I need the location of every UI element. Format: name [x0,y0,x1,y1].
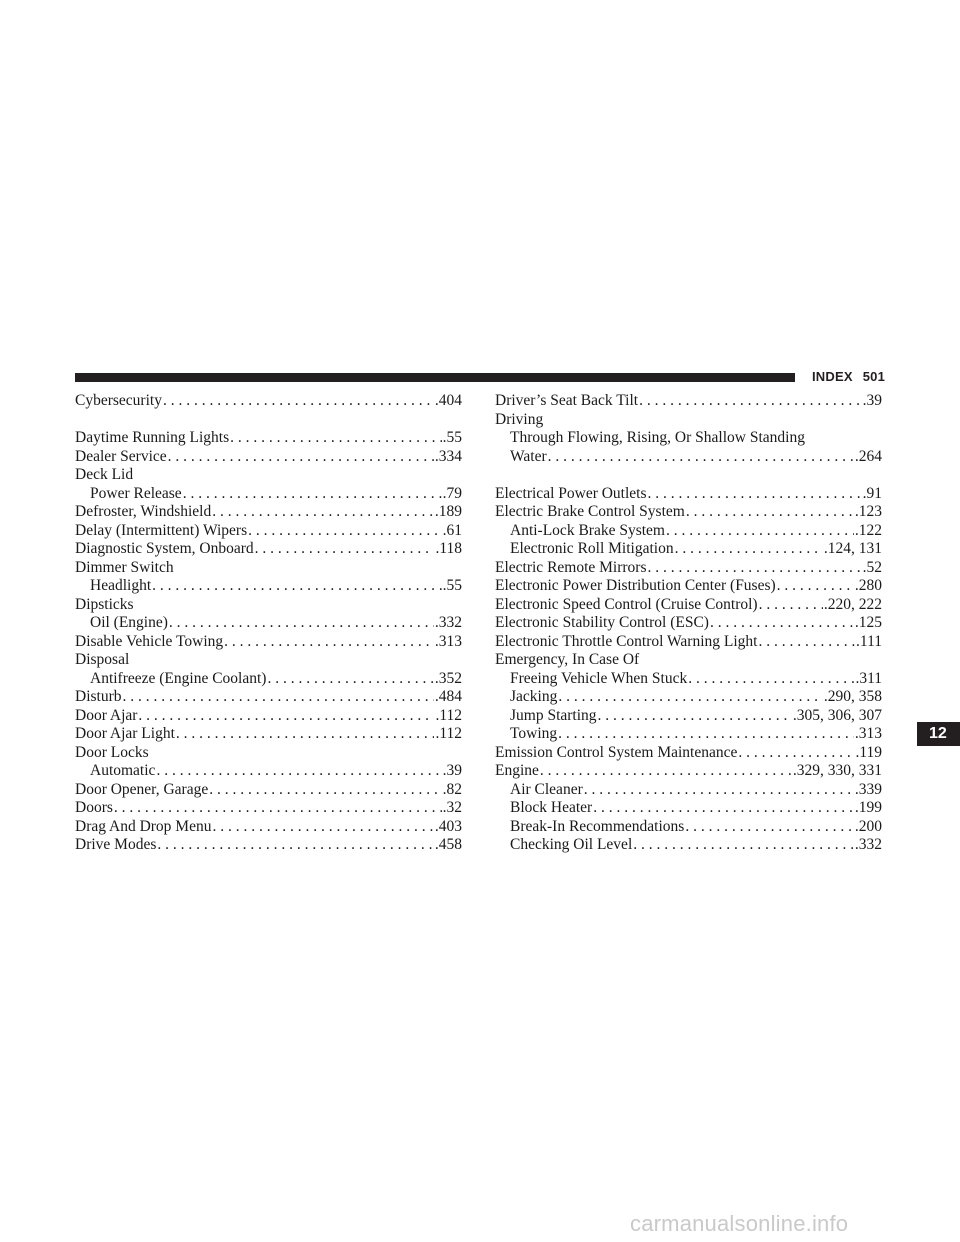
index-subentry[interactable] [495,670,882,689]
entry-term: Automatic [90,762,156,779]
entry-pages[interactable]: .484 [434,688,462,705]
entry-term: Door Ajar [75,706,138,724]
entry-term: Electrical Power Outlets [495,484,647,502]
index-entry[interactable] [75,781,462,800]
dot-leader [558,688,823,707]
index-subentry[interactable] [495,707,882,726]
entry-pages[interactable]: .118 [435,540,462,557]
entry-term: Dealer Service [75,447,167,465]
entry-term: Engine [495,762,539,779]
entry-pages[interactable]: .39 [862,392,882,409]
index-subentry[interactable] [495,448,882,467]
index-subentry[interactable] [495,429,882,448]
index-entry[interactable] [495,762,882,781]
dot-leader [598,707,792,726]
section-title: INDEX [812,369,853,384]
index-subentry[interactable] [75,762,462,781]
dot-leader [255,540,435,559]
index-entry[interactable] [75,688,462,707]
dot-leader [224,633,434,652]
entry-pages[interactable]: .220, 222 [823,595,882,613]
dot-leader [777,577,854,596]
index-entry[interactable] [75,429,462,448]
index-subentry[interactable] [495,540,882,559]
dot-leader [248,522,442,541]
entry-term: Dimmer Switch [75,558,174,576]
entry-pages[interactable]: .111 [856,632,882,650]
chapter-tab[interactable]: 12 [917,722,960,746]
dot-leader [548,448,854,467]
dot-leader [212,503,434,522]
entry-pages[interactable]: .332 [434,614,462,631]
entry-term: Doors [75,799,113,816]
entry-term: Door Ajar Light [75,725,175,742]
entry-pages[interactable]: .82 [442,780,462,798]
dot-leader [267,670,433,689]
index-column-right [495,392,882,855]
index-entry[interactable] [495,503,882,522]
entry-term: Drag And Drop Menu [75,817,212,835]
index-subentry[interactable] [495,725,882,744]
entry-pages[interactable]: .458 [434,836,462,853]
index-entry[interactable] [75,818,462,837]
index-subentry[interactable] [495,818,882,837]
dot-leader [648,559,862,578]
entry-term: Power Release [90,484,182,502]
entry-term: Door Locks [75,743,149,761]
dot-leader [666,522,854,541]
entry-term: Headlight [90,577,152,594]
index-entry[interactable] [75,559,462,578]
entry-term: Deck Lid [75,466,134,483]
dot-leader [686,503,854,522]
entry-term: Oil (Engine) [90,614,168,631]
dot-leader [648,485,862,504]
entry-term: Jacking [510,688,558,705]
dot-leader [183,485,442,504]
entry-pages[interactable]: .313 [854,725,882,742]
entry-term: Water [510,447,547,465]
index-entry[interactable] [75,744,462,763]
index-entry[interactable] [495,633,882,652]
entry-pages[interactable]: .123 [854,503,882,520]
running-header [812,369,885,384]
index-subentry[interactable] [75,670,462,689]
dot-leader [759,596,823,615]
entry-pages[interactable]: .112 [435,725,462,742]
dot-leader [633,836,854,855]
entry-pages[interactable]: .280 [854,577,882,594]
entry-term: Through Flowing, Rising, Or Shallow Standing [510,429,805,446]
index-entry[interactable] [75,503,462,522]
dot-leader [688,670,854,689]
entry-term: Emission Control System Maintenance [495,743,738,761]
index-entry[interactable] [75,725,462,744]
dot-leader [157,836,434,855]
dot-leader [123,688,434,707]
entry-pages[interactable]: .52 [862,558,882,576]
dot-leader [710,614,854,633]
entry-term: Anti-Lock Brake System [510,521,665,539]
index-entry[interactable] [495,485,882,504]
entry-pages[interactable]: .112 [435,706,462,724]
entry-term: Freeing Vehicle When Stuck [510,669,688,687]
index-entry[interactable] [75,799,462,818]
entry-term: Disturb [75,688,122,705]
entry-pages[interactable]: .339 [854,780,882,798]
entry-pages[interactable]: .39 [442,762,462,779]
index-column-left [75,392,462,855]
watermark: carmanualsonline.info [630,1211,849,1236]
index-entry[interactable] [75,448,462,467]
entry-pages[interactable]: .119 [855,743,882,761]
entry-term: Emergency, In Case Of [495,651,640,668]
index-entry[interactable] [75,633,462,652]
entry-pages[interactable]: .404 [434,392,462,409]
entry-term: Antifreeze (Engine Coolant) [90,669,267,687]
index-entry[interactable] [75,392,462,411]
index-subentry[interactable] [495,688,882,707]
entry-term: Daytime Running Lights [75,429,230,446]
index-subentry[interactable] [75,485,462,504]
entry-pages[interactable]: .200 [854,817,882,835]
dot-leader [209,781,441,800]
dot-leader [558,725,854,744]
index-entry[interactable] [495,614,882,633]
entry-term: Delay (Intermittent) Wipers [75,521,248,539]
entry-term: Door Opener, Garage [75,780,209,798]
dot-leader [639,392,862,411]
entry-pages[interactable]: .55 [442,577,462,594]
index-entry[interactable] [75,836,462,855]
page-number: 501 [862,369,886,384]
entry-pages[interactable]: .189 [434,503,462,520]
entry-term: Air Cleaner [510,780,583,798]
entry-term: Checking Oil Level [510,836,633,853]
entry-term: Towing [510,725,558,742]
index-subentry[interactable] [75,614,462,633]
entry-term: Electric Brake Control System [495,503,685,520]
entry-term: Diagnostic System, Onboard [75,540,254,557]
entry-term: Jump Starting [510,706,597,724]
entry-term: Block Heater [510,799,593,816]
entry-pages[interactable]: .79 [442,484,462,502]
entry-term: Electronic Roll Mitigation [510,540,674,557]
index-entry[interactable] [75,596,462,615]
entry-term: Disable Vehicle Towing [75,632,224,650]
index-entry[interactable] [495,392,882,411]
header-rule [75,373,795,382]
entry-pages[interactable]: .61 [442,521,462,539]
entry-term: Electronic Stability Control (ESC) [495,614,709,631]
dot-leader [230,429,441,448]
entry-term: Disposal [75,651,130,668]
dot-leader [152,577,442,596]
entry-pages[interactable]: .55 [442,429,462,446]
entry-term: Dipsticks [75,595,134,613]
entry-term: Driving [495,410,544,428]
index-entry[interactable] [495,651,882,670]
dot-leader [114,799,442,818]
dot-leader [169,614,434,633]
dot-leader [584,781,854,800]
entry-term: Defroster, Windshield [75,503,212,520]
dot-leader [163,392,434,411]
dot-leader [168,448,434,467]
entry-pages[interactable]: .313 [434,632,462,650]
index-entry[interactable] [75,651,462,670]
index-entry[interactable] [75,466,462,485]
entry-pages[interactable]: .264 [854,447,882,465]
entry-term: Electronic Speed Control (Cruise Control) [495,595,758,613]
index-subentry[interactable] [75,577,462,596]
index-entry[interactable] [75,540,462,559]
entry-pages[interactable]: .199 [854,799,882,816]
index-entry[interactable] [495,577,882,596]
dot-leader [540,762,792,781]
entry-pages[interactable]: .290, 358 [823,688,882,705]
dot-leader [738,744,854,763]
dot-leader [138,707,434,726]
index-subentry[interactable] [495,522,882,541]
entry-pages[interactable]: .125 [854,614,882,631]
entry-pages[interactable]: .334 [434,447,462,465]
dot-leader [685,818,854,837]
index-entry[interactable] [495,411,882,430]
index-entry[interactable] [75,707,462,726]
entry-pages[interactable]: .332 [854,836,882,853]
dot-leader [675,540,823,559]
dot-leader [176,725,435,744]
entry-pages[interactable]: .124, 131 [823,540,882,557]
entry-term: Driver’s Seat Back Tilt [495,392,639,409]
entry-term: Break-In Recommendations [510,817,685,835]
index-entry[interactable] [495,559,882,578]
index-subentry[interactable] [495,799,882,818]
entry-term: Cybersecurity [75,392,162,409]
entry-pages[interactable]: .91 [862,484,882,502]
entry-term: Drive Modes [75,836,157,853]
index-entry[interactable] [495,744,882,763]
entry-term: Electronic Power Distribution Center (Fuses) [495,577,776,594]
dot-leader [759,633,856,652]
dot-leader [593,799,854,818]
entry-term: Electric Remote Mirrors [495,558,647,576]
entry-pages[interactable]: .352 [434,669,462,687]
index-entry[interactable] [75,522,462,541]
entry-pages[interactable]: .305, 306, 307 [792,706,882,724]
entry-pages[interactable]: .403 [434,817,462,835]
entry-pages[interactable]: .122 [854,521,882,539]
dot-leader [156,762,441,781]
index-subentry[interactable] [495,836,882,855]
entry-pages[interactable]: .32 [442,799,462,816]
entry-pages[interactable]: .311 [855,669,882,687]
dot-leader [212,818,433,837]
index-subentry[interactable] [495,781,882,800]
entry-pages[interactable]: .329, 330, 331 [792,762,882,779]
entry-term: Electronic Throttle Control Warning Light [495,632,758,650]
index-entry[interactable] [495,596,882,615]
